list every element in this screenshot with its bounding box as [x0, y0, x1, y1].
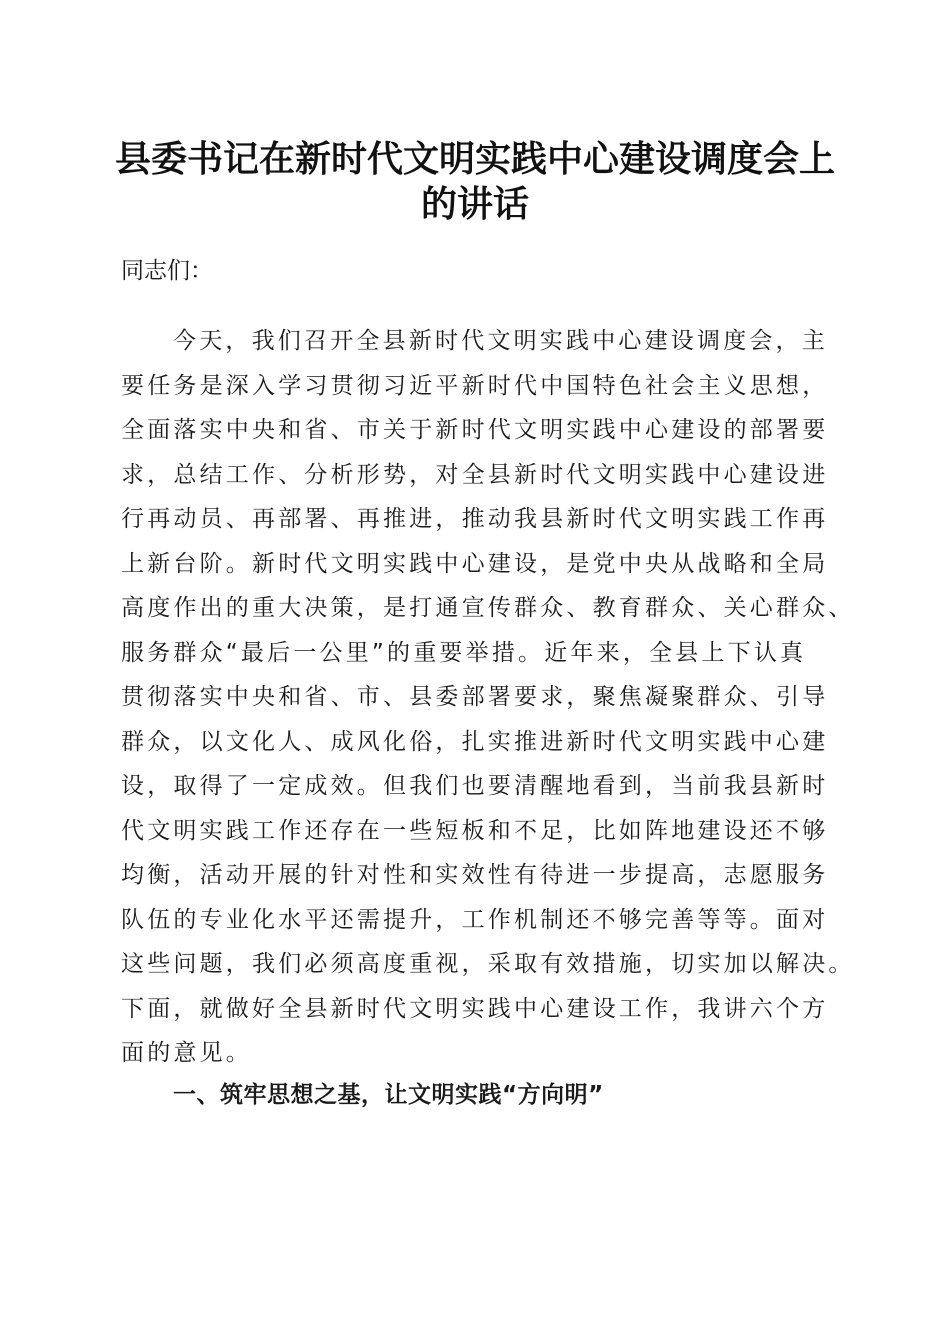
paragraph-line: 全面落实中央和省、市关于新时代文明实践中心建设的部署要	[121, 417, 829, 443]
document-title-line-1: 县委书记在新时代文明实践中心建设调度会上	[114, 138, 835, 180]
paragraph-line: 群众，以文化人、成风化俗，扎实推进新时代文明实践中心建	[121, 728, 829, 755]
document-title-line-2: 的讲话	[420, 183, 529, 225]
paragraph-line: 队伍的专业化水平还需提升，工作机制还不够完善等等。面对	[121, 906, 829, 933]
paragraph-line: 均衡，活动开展的针对性和实效性有待进一步提高，志愿服务	[121, 862, 829, 888]
paragraph-line: 服务群众“最后一公里”的重要举措。近年来，全县上下认真	[121, 639, 807, 666]
section-heading-1: 一、筑牢思想之基，让文明实践“方向明”	[173, 1082, 604, 1108]
salutation: 同志们：	[121, 258, 213, 284]
paragraph-line: 设，取得了一定成效。但我们也要清醒地看到，当前我县新时	[121, 773, 829, 799]
paragraph-line: 贯彻落实中央和省、市、县委部署要求，聚焦凝聚群众、引导	[121, 684, 829, 710]
paragraph-line: 上新台阶。新时代文明实践中心建设，是党中央从战略和全局	[121, 550, 829, 577]
paragraph-line: 行再动员、再部署、再推进，推动我县新时代文明实践工作再	[121, 506, 829, 532]
paragraph-line: 高度作出的重大决策，是打通宣传群众、教育群众、关心群众、	[121, 595, 855, 621]
paragraph-line: 面的意见。	[121, 1040, 252, 1066]
paragraph-line: 下面，就做好全县新时代文明实践中心建设工作，我讲六个方	[121, 995, 829, 1022]
paragraph-line: 今天，我们召开全县新时代文明实践中心建设调度会，主	[173, 328, 828, 354]
paragraph-line: 代文明实践工作还存在一些短板和不足，比如阵地建设还不够	[121, 817, 829, 844]
paragraph-line: 这些问题，我们必须高度重视，采取有效措施，切实加以解决。	[121, 951, 855, 977]
paragraph-line: 求，总结工作、分析形势，对全县新时代文明实践中心建设进	[121, 461, 829, 488]
paragraph-line: 要任务是深入学习贯彻习近平新时代中国特色社会主义思想，	[121, 372, 829, 399]
